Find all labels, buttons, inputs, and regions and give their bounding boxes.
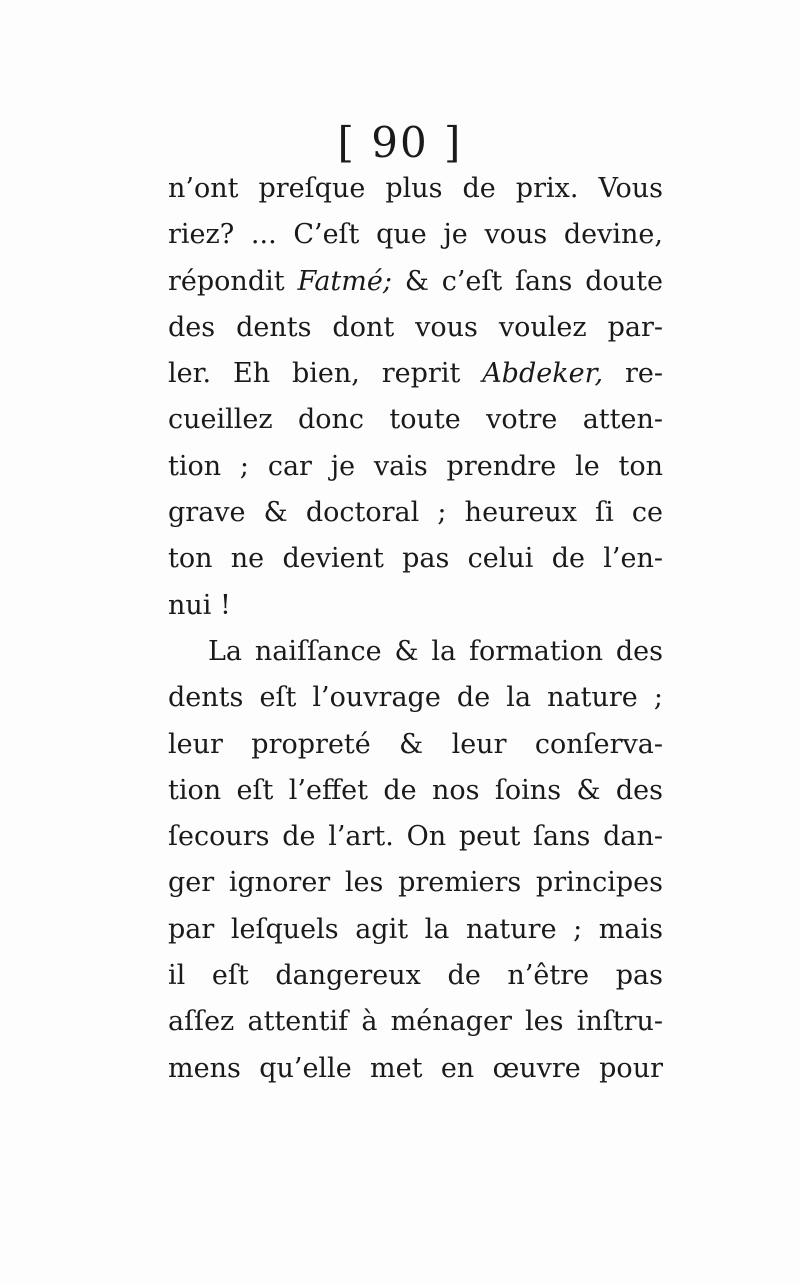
text-line: [168, 907, 663, 953]
text-segment: par leſquels agit la nature ; mais: [168, 913, 663, 945]
page-number: [ 90 ]: [337, 118, 463, 167]
text-segment: cueillez donc toute votre atten-: [168, 404, 663, 436]
text-segment: ler. Eh bien, reprit: [168, 358, 483, 390]
text-line: [168, 444, 663, 490]
text-line: [168, 259, 663, 305]
text-line: [168, 536, 663, 582]
text-segment: ſecours de l’art. On peut ſans dan-: [168, 821, 663, 853]
text-line: [168, 629, 663, 675]
text-segment: n’ont preſque plus de prix. Vous: [168, 173, 663, 204]
text-segment: ton ne devient pas celui de l’en-: [168, 543, 663, 575]
text-line: [168, 490, 663, 536]
text-line: [168, 1046, 663, 1092]
text-line: [168, 953, 663, 999]
text-line: [168, 583, 663, 629]
text-segment: ger ignorer les premiers principes: [168, 867, 663, 899]
text-segment: re-: [603, 358, 663, 390]
text-segment: répondit: [168, 265, 298, 297]
italic-name: Abdeker,: [482, 358, 604, 390]
paragraph: [168, 629, 663, 1092]
text-segment: dents eſt l’ouvrage de la nature ;: [168, 682, 663, 714]
text-segment: nui !: [168, 589, 231, 621]
text-segment: tion ; car je vais prendre le ton: [168, 450, 663, 482]
body-text: [168, 166, 663, 1092]
paragraph: [168, 166, 663, 629]
text-segment: tion eſt l’effet de nos ſoins & des: [168, 774, 663, 806]
text-line: [168, 305, 663, 351]
text-line: [168, 722, 663, 768]
text-line: [168, 166, 663, 212]
text-line: [168, 397, 663, 443]
text-segment: leur propreté & leur conſerva-: [168, 728, 663, 760]
text-segment: riez? ... C’eſt que je vous devine,: [168, 219, 663, 251]
text-line: [168, 351, 663, 397]
text-segment: La naiſſance & la formation des: [208, 635, 663, 667]
text-line: [168, 999, 663, 1045]
text-segment: il eſt dangereux de n’être pas: [168, 960, 663, 992]
text-line: [168, 675, 663, 721]
text-line: [168, 212, 663, 258]
text-segment: aſſez attentif à ménager les inſtru-: [168, 1006, 663, 1038]
text-segment: mens qu’elle met en œuvre pour: [168, 1052, 663, 1084]
text-segment: des dents dont vous voulez par-: [168, 311, 663, 343]
text-line: [168, 814, 663, 860]
italic-name: Fatmé;: [297, 265, 392, 297]
text-line: [168, 860, 663, 906]
text-segment: & c’eſt ſans doute: [391, 265, 664, 297]
text-line: [168, 768, 663, 814]
text-segment: grave & doctoral ; heureux ſi ce: [168, 497, 663, 529]
